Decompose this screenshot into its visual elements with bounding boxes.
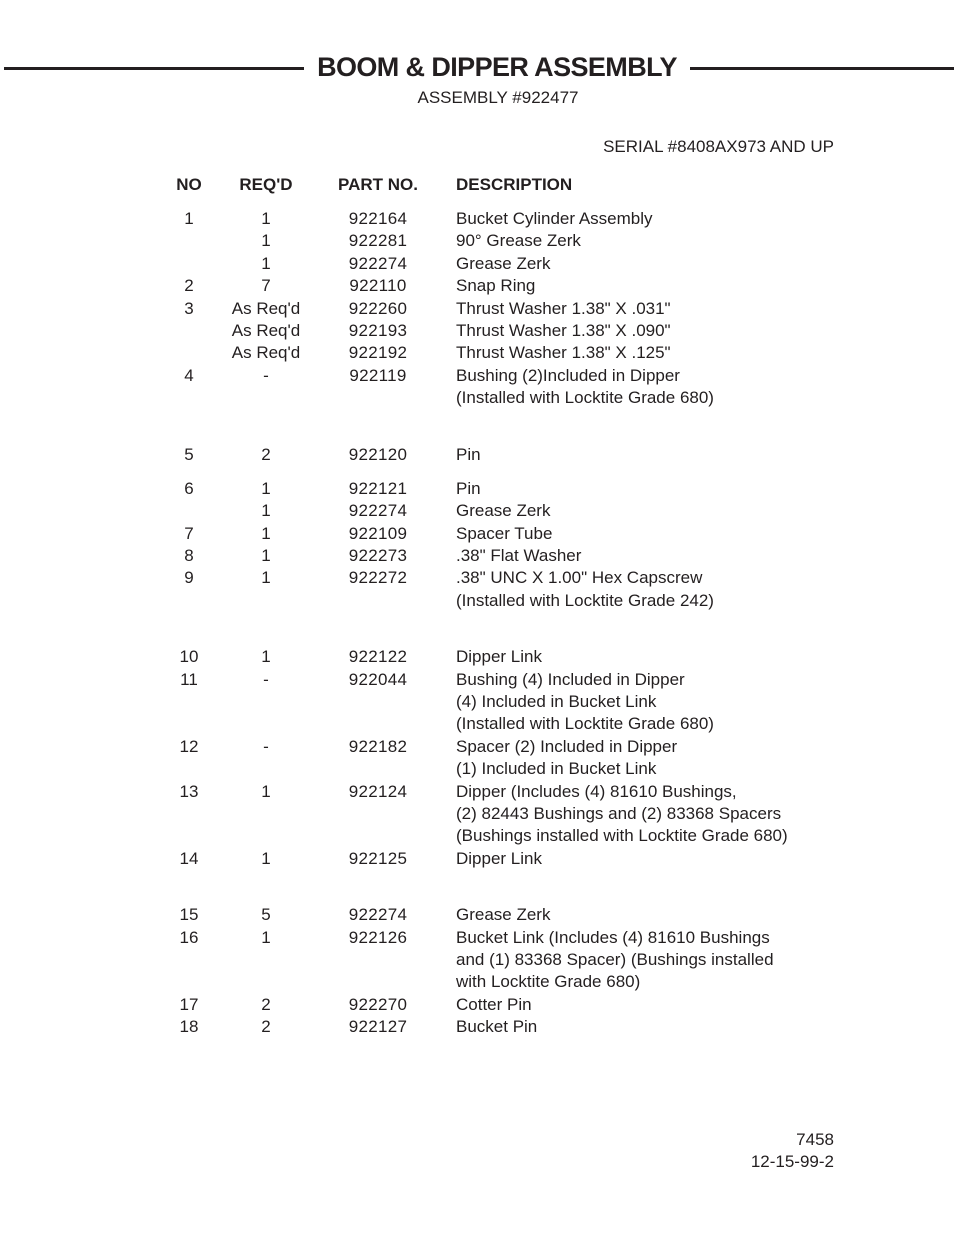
row-req: 7: [261, 276, 271, 296]
serial-number: SERIAL #8408AX973 AND UP: [603, 137, 834, 156]
row-part-no: 922121: [348, 478, 408, 498]
row-no: 8: [184, 546, 194, 566]
row-spacer: [0, 410, 954, 444]
row-no: 2: [184, 276, 194, 296]
row-req: 2: [261, 1017, 271, 1037]
row-spacer: [0, 870, 954, 904]
parts-table: [0, 208, 954, 1039]
title-rule-right: [690, 67, 954, 70]
header-req: REQ'D: [239, 175, 293, 194]
row-req: 1: [261, 647, 271, 667]
row-spacer: [0, 466, 954, 478]
row-req: 2: [261, 444, 271, 464]
row-spacer: [0, 612, 954, 646]
row-part-no: 922274: [348, 501, 408, 521]
table-row: [0, 713, 954, 735]
row-description: (Installed with Locktite Grade 680): [456, 714, 714, 734]
row-req: -: [263, 365, 269, 385]
row-description: (1) Included in Bucket Link: [456, 759, 657, 779]
row-description: Dipper (Includes (4) 81610 Bushings,: [456, 781, 737, 801]
table-row: [0, 208, 954, 230]
row-part-no: 922044: [348, 669, 408, 689]
row-description: Thrust Washer 1.38" X .031": [456, 298, 671, 318]
row-no: 17: [179, 994, 199, 1014]
row-description: (4) Included in Bucket Link: [456, 692, 657, 712]
row-req: As Req'd: [231, 298, 301, 318]
row-req: As Req'd: [231, 343, 301, 363]
table-row: [0, 500, 954, 522]
row-description: Grease Zerk: [456, 501, 551, 521]
table-row: [0, 444, 954, 466]
row-description: Pin: [456, 478, 481, 498]
row-no: 9: [184, 568, 194, 588]
row-description: .38" UNC X 1.00" Hex Capscrew: [456, 568, 703, 588]
row-description: Cotter Pin: [456, 994, 532, 1014]
header-part-no: PART NO.: [338, 175, 418, 194]
row-description: Spacer (2) Included in Dipper: [456, 736, 678, 756]
table-row: [0, 646, 954, 668]
row-part-no: 922119: [349, 365, 407, 385]
row-req: 1: [261, 501, 271, 521]
row-part-no: 922270: [348, 994, 408, 1014]
row-no: 6: [184, 478, 194, 498]
row-part-no: 922120: [348, 444, 408, 464]
row-req: 1: [261, 848, 271, 868]
table-row: [0, 848, 954, 870]
row-part-no: 922274: [348, 253, 408, 273]
row-part-no: 922164: [348, 209, 408, 228]
row-part-no: 922127: [348, 1017, 408, 1037]
row-part-no: 922126: [348, 927, 408, 947]
row-no: 1: [184, 209, 194, 228]
row-part-no: 922124: [348, 781, 408, 801]
row-part-no: 922109: [348, 523, 408, 543]
table-row: [0, 904, 954, 926]
table-row: [0, 803, 954, 825]
row-req: 1: [261, 523, 271, 543]
row-description: with Locktite Grade 680): [456, 972, 641, 992]
row-part-no: 922122: [348, 647, 408, 667]
row-req: 1: [261, 209, 271, 228]
table-row: [0, 825, 954, 847]
row-no: 15: [179, 905, 199, 925]
row-no: 7: [184, 523, 194, 543]
page-title: BOOM & DIPPER ASSEMBLY: [317, 52, 677, 82]
row-no: 18: [179, 1017, 199, 1037]
row-description: Pin: [456, 444, 481, 464]
row-description: (Installed with Locktite Grade 680): [456, 388, 714, 408]
row-description: Bucket Cylinder Assembly: [456, 209, 653, 228]
row-description: Bucket Link (Includes (4) 81610 Bushings: [456, 927, 770, 947]
footer-code: 7458: [796, 1130, 834, 1149]
footer: [751, 1129, 834, 1173]
table-header: [0, 175, 954, 195]
row-part-no: 922193: [348, 320, 408, 340]
title-rule-left: [4, 67, 304, 70]
row-description: (Installed with Locktite Grade 242): [456, 590, 714, 610]
row-no: 4: [184, 365, 194, 385]
header-no: NO: [176, 175, 202, 194]
table-row: [0, 927, 954, 949]
row-description: (2) 82443 Bushings and (2) 83368 Spacers: [456, 803, 782, 823]
table-row: [0, 523, 954, 545]
row-part-no: 922260: [348, 298, 408, 318]
row-description: Bushing (2)Included in Dipper: [456, 365, 680, 385]
row-no: 12: [179, 736, 199, 756]
row-req: As Req'd: [231, 320, 301, 340]
row-no: 10: [179, 647, 199, 667]
row-description: Bucket Pin: [456, 1017, 538, 1037]
table-row: [0, 342, 954, 364]
row-part-no: 922273: [348, 546, 408, 566]
table-row: [0, 691, 954, 713]
row-no: 5: [184, 444, 194, 464]
row-description: Thrust Washer 1.38" X .125": [456, 343, 671, 363]
table-row: [0, 758, 954, 780]
row-description: Dipper Link: [456, 848, 542, 868]
table-row: [0, 275, 954, 297]
row-description: and (1) 83368 Spacer) (Bushings installed: [456, 949, 774, 969]
row-req: 1: [261, 253, 271, 273]
table-row: [0, 736, 954, 758]
row-description: Bushing (4) Included in Dipper: [456, 669, 685, 689]
row-part-no: 922281: [348, 231, 408, 251]
table-row: [0, 590, 954, 612]
header-description: DESCRIPTION: [456, 175, 573, 194]
row-req: 1: [261, 231, 271, 251]
row-description: .38" Flat Washer: [456, 546, 582, 566]
table-row: [0, 781, 954, 803]
table-row: [0, 298, 954, 320]
row-no: 3: [184, 298, 194, 318]
table-row: [0, 949, 954, 971]
row-description: 90° Grease Zerk: [456, 231, 581, 251]
row-no: 16: [179, 927, 199, 947]
title-row: [0, 50, 954, 86]
row-req: -: [263, 669, 269, 689]
row-req: 1: [261, 568, 271, 588]
table-row: [0, 994, 954, 1016]
row-description: Snap Ring: [456, 276, 536, 296]
row-req: -: [263, 736, 269, 756]
row-description: (Bushings installed with Locktite Grade 680): [456, 826, 788, 846]
row-description: Thrust Washer 1.38" X .090": [456, 320, 671, 340]
row-part-no: 922182: [348, 736, 408, 756]
row-description: Spacer Tube: [456, 523, 553, 543]
row-description: Grease Zerk: [456, 253, 551, 273]
table-row: [0, 567, 954, 589]
row-part-no: 922274: [348, 905, 408, 925]
row-part-no: 922125: [348, 848, 408, 868]
row-no: 14: [179, 848, 199, 868]
table-row: [0, 253, 954, 275]
row-part-no: 922110: [349, 276, 407, 296]
row-no: 13: [179, 781, 199, 801]
footer-date: 12-15-99-2: [750, 1152, 834, 1171]
table-row: [0, 971, 954, 993]
row-req: 1: [261, 478, 271, 498]
row-req: 1: [261, 781, 271, 801]
table-row: [0, 387, 954, 409]
row-description: Dipper Link: [456, 647, 542, 667]
row-part-no: 922192: [348, 343, 408, 363]
assembly-number: ASSEMBLY #922477: [417, 88, 579, 107]
table-row: [0, 320, 954, 342]
row-no: 11: [180, 669, 198, 689]
row-part-no: 922272: [348, 568, 408, 588]
table-row: [0, 230, 954, 252]
table-row: [0, 669, 954, 691]
row-req: 5: [261, 905, 271, 925]
row-req: 2: [261, 994, 271, 1014]
row-req: 1: [261, 927, 271, 947]
table-row: [0, 365, 954, 387]
table-row: [0, 478, 954, 500]
row-req: 1: [261, 546, 271, 566]
row-description: Grease Zerk: [456, 905, 551, 925]
table-row: [0, 545, 954, 567]
table-row: [0, 1016, 954, 1038]
